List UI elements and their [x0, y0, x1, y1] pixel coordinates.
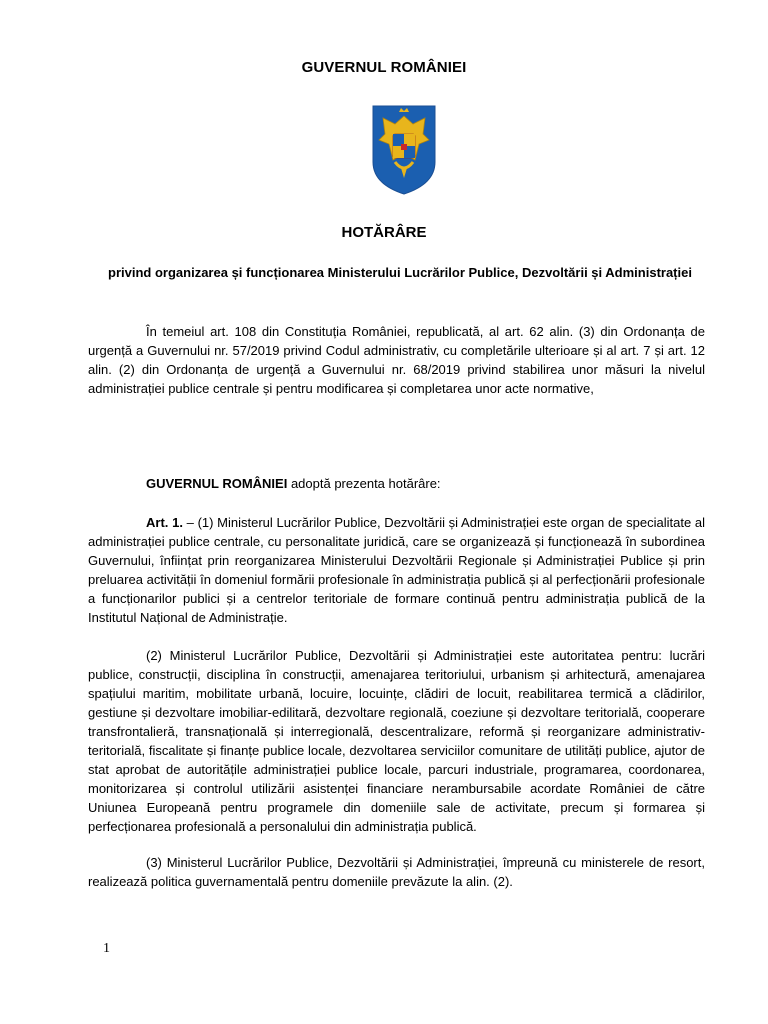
- document-subject: privind organizarea și funcționarea Ministerului Lucrărilor Publice, Dezvoltării și Administrației: [108, 265, 692, 280]
- article-1-paragraph-1: [88, 513, 705, 627]
- page-number: 1: [103, 941, 110, 956]
- adoption-paragraph: [88, 474, 705, 493]
- article-1-paragraph-1-text: – (1) Ministerul Lucrărilor Publice, Dezvoltării și Administrației este organ de specialitate al administrației publice centrale, cu personalitate juridică, care se organizează și funcționează în subordinea Guvernului, înființat prin reorganizarea Ministerului Dezvoltării Regionale și Administrației Publice și prin preluarea activității în domeniul formării profesionale în administrația publică și al perfecționării profesionale a funcționarilor publici și a centrelor teritoriale de formare continuă pentru administrația publică de la Institutul Național de Administrație.: [88, 515, 706, 625]
- adoption-subject: GUVERNUL ROMÂNIEI: [146, 476, 288, 491]
- government-title: GUVERNUL ROMÂNIEI: [301, 59, 467, 76]
- article-1-label: Art. 1.: [146, 515, 183, 530]
- document-type: HOTĂRÂRE: [341, 224, 427, 241]
- adoption-text: adoptă prezenta hotărâre:: [287, 476, 441, 491]
- preamble-paragraph: În temeiul art. 108 din Constituția României, republicată, al art. 62 alin. (3) din Ordonanța de urgență a Guvernului nr. 57/2019 privind Codul administrativ, cu completările ulterioare și al art. 7 și art. 12 alin. (2) din Ordonanța de urgență a Guvernului nr. 68/2019 privind stabilirea unor măsuri la nivelul administrației publice centrale și pentru modificarea și completarea unor acte normative,: [88, 324, 705, 396]
- romanian-coat-of-arms-icon: [371, 104, 437, 196]
- article-1-paragraph-2: (2) Ministerul Lucrărilor Publice, Dezvoltării și Administrației este autoritatea pentru: lucrări publice, construcții, disciplina în construcții, amenajarea teritoriului, urbanism și arhitectură, amenajarea spațiului maritim, mobilitate urbană, locuire, locuințe, clădiri de locuit, reabilitarea termică a clădirilor, gestiune și dezvoltare imobiliar-edilitară, dezvoltare regională, coeziune și dezvoltare teritorială, cooperare transfrontalieră, transnațională și interregională, descentralizare, reformă și reorganizare administrativ-teritorială, fiscalitate și finanțe publice locale, dezvoltarea serviciilor comunitare de utilități publice, ajutor de stat aprobat de autoritățile administrației publice locale, parcuri industriale, programarea, coordonarea, monitorizarea și controlul utilizării asistenței financiare nerambursabile acordate României de către Uniunea Europeană pentru programele din domeniile sale de activitate, precum și formarea și perfecționarea profesională a personalului din administrația publică.: [88, 648, 705, 834]
- article-1-paragraph-3: (3) Ministerul Lucrărilor Publice, Dezvoltării și Administrației, împreună cu ministerele de resort, realizează politica guvernamentală pentru domeniile prevăzute la alin. (2).: [88, 855, 705, 889]
